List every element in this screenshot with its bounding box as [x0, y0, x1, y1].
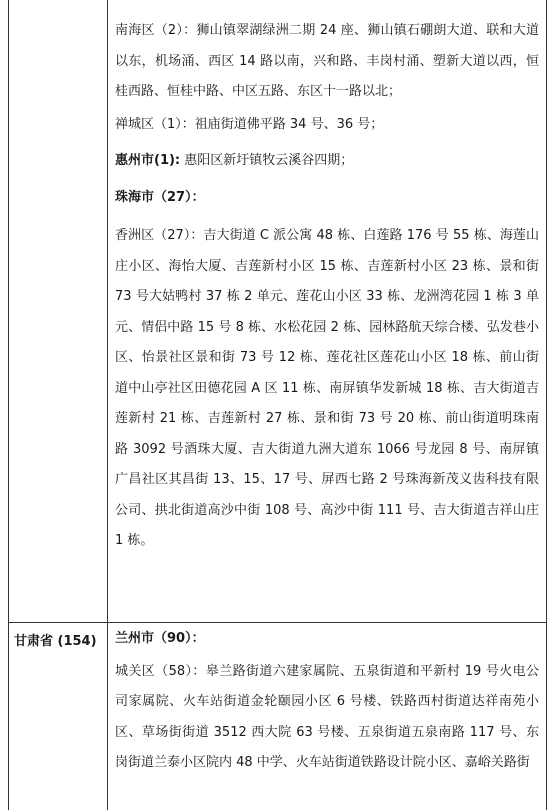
table-left-border [8, 0, 9, 810]
lanzhou-city-label: 兰州市（90）： [115, 631, 205, 646]
huizhou-entry [115, 146, 539, 177]
zhuhai-city-label: 珠海市（27）： [115, 189, 205, 205]
chengguan-district-entry: 城关区（58）：皋兰路街道六建家属院、五泉街道和平新村 19 号火电公司家属院、火车站街道金轮颐园小区 6 号楼、铁路西村街道达祥南苑小区、草场街街道 3512 西大院 63 号楼、五泉街道五泉南路 117 号、东岗街道兰泰小区院内 48 中学、火车站街道铁路设计院小区、嘉峪关路街 [115, 663, 539, 770]
xiangzhou-district-entry: 香洲区（27）：吉大街道 C 派公寓 48 栋、白莲路 176 号 55 栋、海莲山庄小区、海怡大厦、吉莲新村小区 15 栋、吉莲新村小区 23 栋、景和街 73 号大姑鸭村 37 栋 2 单元、莲花山小区 33 栋、龙洲湾花园 1 栋 3 单元、情侣中路 15 号 8 栋、水松花园 2 栋、园林路航天综合楼、弘发巷小区、怡景社区景和街 73 号 12 栋、莲花社区莲花山小区 18 栋、前山街道中山亭社区田德花园 A 区 11 栋、南屏镇华发新城 18 栋、吉大街道吉莲新村 21 栋、吉莲新村 27 栋、景和街 73 号 20 栋、前山街道明珠南路 3092 号酒珠大厦、吉大街道九洲大道东 1066 号龙园 8 号、南屏镇广昌社区其昌街 13、15、17 号、屏西七路 2 号珠海新茂义齿科技有限公司、拱北街道高沙中街 108 号、高沙中街 111 号、吉大街道吉祥山庄 1 栋。 [115, 228, 539, 548]
huizhou-city-label: 惠州市(1): [115, 153, 181, 168]
outbreak-location-table [8, 0, 547, 810]
chancheng-district-entry: 禅城区（1）：祖庙街道佛平路 34 号、36 号； [115, 116, 384, 132]
gansu-province-label: 甘肃省 (154) [14, 634, 97, 649]
guangdong-details [115, 16, 539, 557]
nanhai-district-entry: 南海区（2）：狮山镇翠湖绿洲二期 24 座、狮山镇石硼朗大道、联和大道以东，机场涌、西区 14 路以南，兴和路、丰岗村涌、塑新大道以西，恒桂西路、恒桂中路、中区五路、东区十一路以北； [115, 23, 539, 99]
column-divider [107, 0, 108, 810]
row-divider [8, 622, 547, 623]
gansu-details [115, 624, 539, 779]
table-right-border [546, 0, 547, 810]
huizhou-text: 惠阳区新圩镇牧云溪谷四期； [184, 153, 354, 168]
